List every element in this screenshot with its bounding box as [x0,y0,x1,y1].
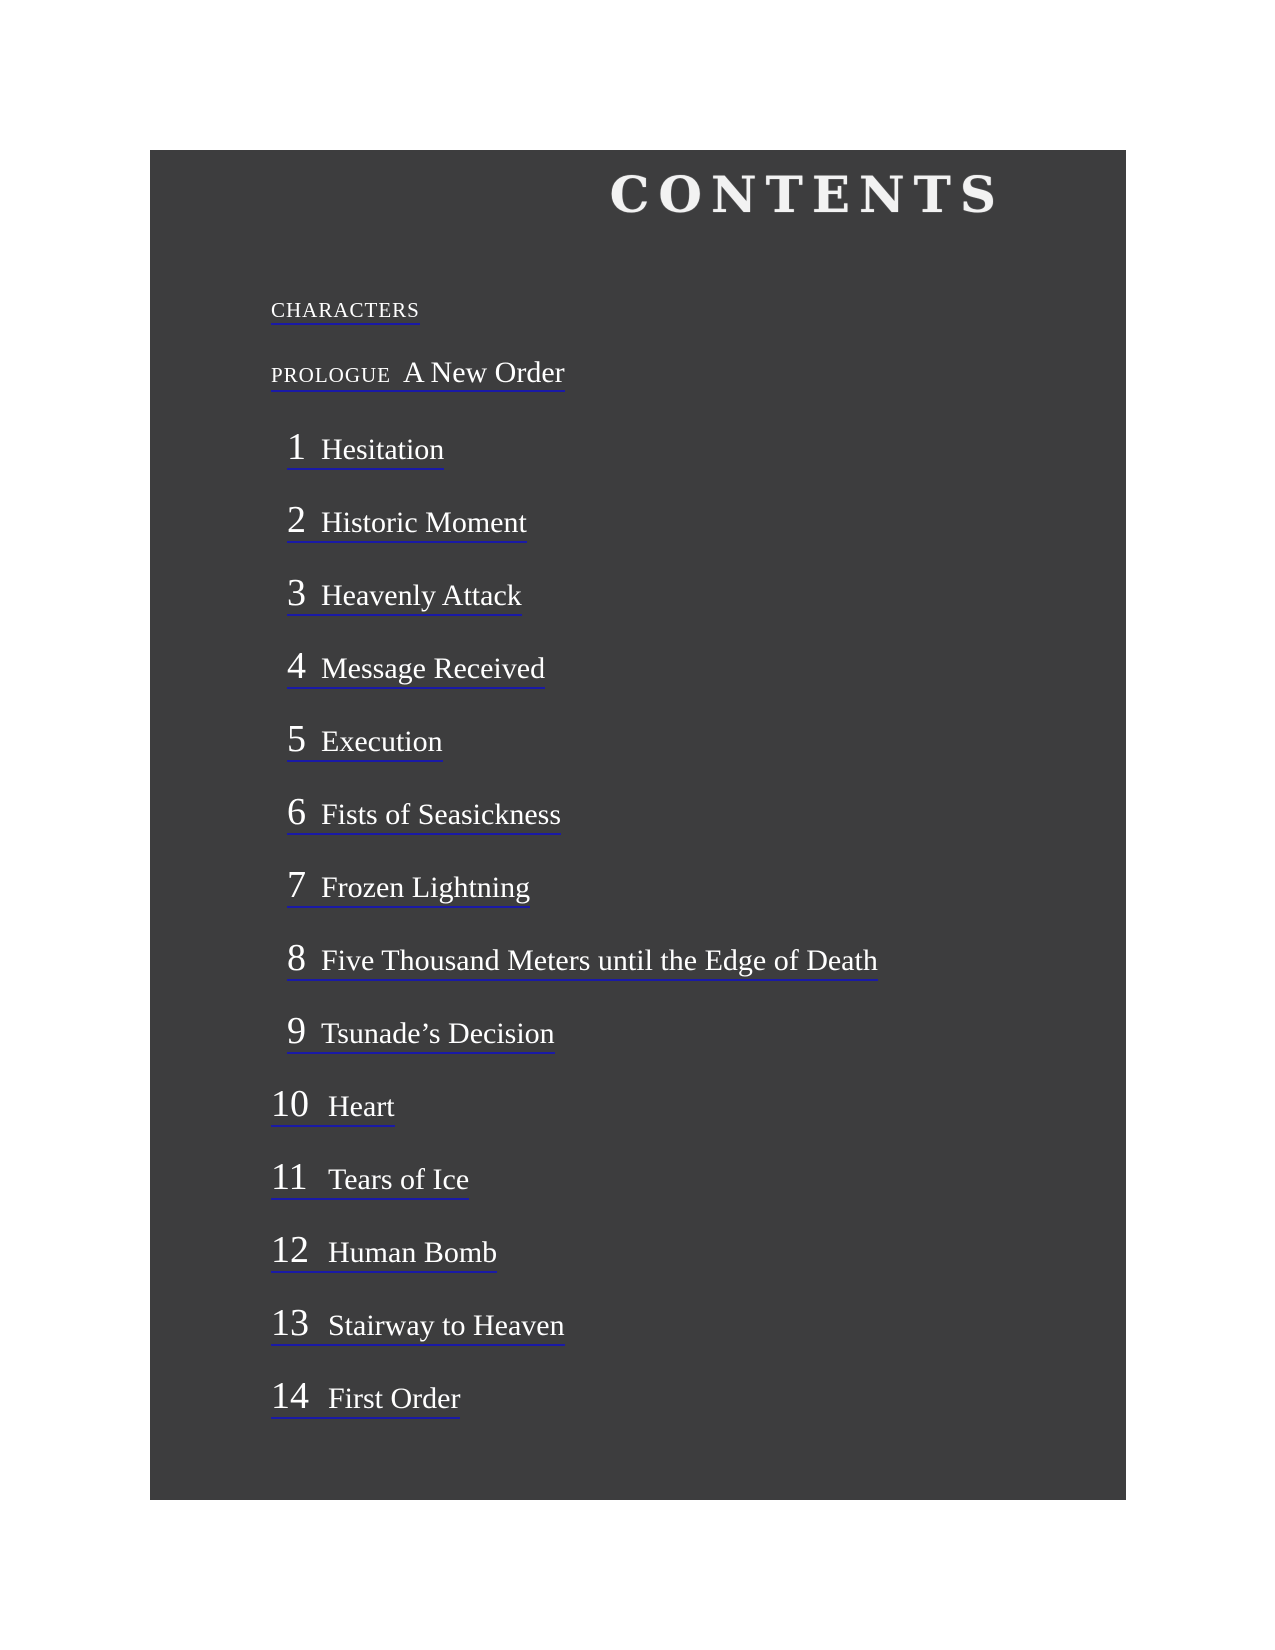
chapter-title: Heart [328,1090,395,1123]
chapter-title: Five Thousand Meters until the Edge of Death [321,944,878,977]
chapter-title: Heavenly Attack [321,579,522,612]
toc-link-chapter-3[interactable] [287,574,522,616]
chapter-title: Human Bomb [328,1236,498,1269]
chapter-title: Tears of Ice [328,1163,470,1196]
toc-link-chapter-5[interactable] [287,720,443,762]
chapter-number: 6 [287,791,306,833]
chapter-title: First Order [328,1382,461,1415]
chapter-number: 12 [271,1229,309,1271]
chapter-number: 11 [271,1156,308,1198]
toc-link-chapter-13[interactable] [271,1304,565,1346]
chapter-number: 1 [287,426,306,468]
toc-link-chapter-11[interactable] [271,1158,469,1200]
toc-link-chapter-9[interactable] [287,1012,555,1054]
chapter-title: Stairway to Heaven [328,1309,565,1342]
toc-link-chapter-14[interactable] [271,1377,460,1419]
chapter-number: 5 [287,718,306,760]
contents-panel [150,150,1126,1500]
chapter-number: 13 [271,1302,309,1344]
chapter-number: 2 [287,499,306,541]
page-title: CONTENTS [609,165,1005,224]
chapter-title: Historic Moment [321,506,527,539]
prologue-label: PROLOGUE [271,363,392,387]
toc-link-chapter-10[interactable] [271,1085,395,1127]
chapter-number: 4 [287,645,306,687]
toc-link-chapter-8[interactable] [287,939,878,981]
chapter-number: 9 [287,1010,306,1052]
chapter-title: Execution [321,725,443,758]
chapter-title: Frozen Lightning [321,871,531,904]
toc-link-chapter-2[interactable] [287,501,527,543]
chapter-number: 10 [271,1083,309,1125]
chapter-title: Fists of Seasickness [321,798,561,831]
prologue-title: A New Order [403,356,565,389]
chapter-number: 7 [287,864,306,906]
chapter-title: Tsunade’s Decision [321,1017,555,1050]
chapter-number: 8 [287,937,306,979]
toc-link-prologue[interactable] [271,358,565,392]
toc-link-chapter-7[interactable] [287,866,530,908]
chapter-number: 14 [271,1375,309,1417]
toc-link-chapter-12[interactable] [271,1231,497,1273]
toc-link-characters[interactable]: CHARACTERS [271,300,420,325]
chapter-title: Hesitation [321,433,445,466]
toc-link-chapter-1[interactable] [287,428,444,470]
chapter-number: 3 [287,572,306,614]
toc-link-chapter-6[interactable] [287,793,561,835]
chapter-title: Message Received [321,652,546,685]
toc-link-chapter-4[interactable] [287,647,545,689]
